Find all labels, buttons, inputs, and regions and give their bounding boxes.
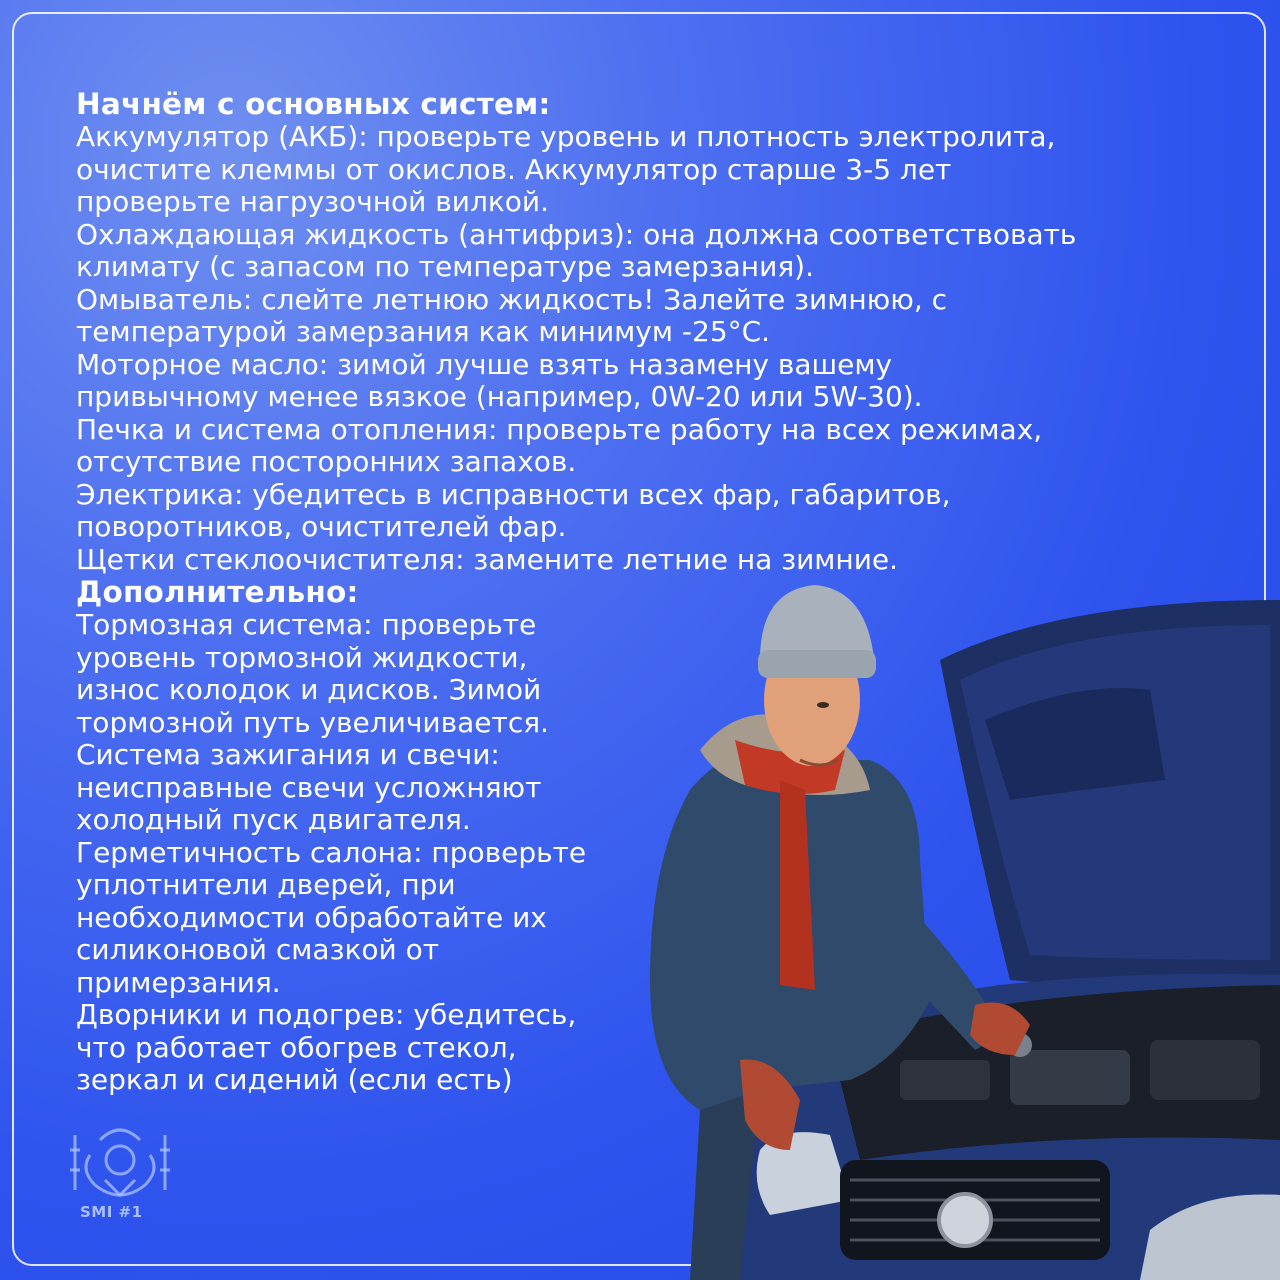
body-line: Охлаждающая жидкость (антифриз): она должна соответствовать [76, 217, 1077, 251]
body-line: неисправные свечи усложняют [76, 770, 542, 804]
body-line: Омыватель: слейте летнюю жидкость! Залейте зимнюю, с [76, 282, 948, 316]
body-line: холодный пуск двигателя. [76, 803, 471, 836]
body-line: уплотнители дверей, при [76, 868, 456, 901]
body-line: Система зажигания и свечи: [76, 738, 500, 771]
body-line: Дворники и подогрев: убедитесь, [76, 998, 577, 1031]
body-line: примерзания. [76, 965, 281, 999]
car-badge-icon [939, 1194, 991, 1246]
body-line: зеркал и сидений (если есть) [76, 1063, 513, 1096]
logo-text: SMI #1 [80, 1203, 143, 1221]
body-line: климату (с запасом по температуре замерзания). [76, 250, 814, 283]
body-line: очистите клеммы от окислов. Аккумулятор старше 3-5 лет [76, 152, 952, 186]
section-heading-additional: Дополнительно: [76, 575, 359, 609]
body-line: тормозной путь увеличивается. [76, 705, 549, 739]
body-line: Щетки стеклоочистителя: замените летние на зимние. [76, 542, 899, 576]
body-line: поворотников, очистителей фар. [76, 510, 567, 543]
body-line: Аккумулятор (АКБ): проверьте уровень и плотность электролита, [76, 120, 1056, 153]
body-line: силиконовой смазкой от [76, 933, 440, 966]
body-line: износ колодок и дисков. Зимой [76, 673, 542, 706]
body-line: необходимости обработайте их [76, 900, 547, 934]
body-line: Тормозная система: проверьте [76, 608, 537, 641]
body-line: уровень тормозной жидкости, [76, 640, 528, 674]
section-heading-main-systems: Начнём с основных систем: [76, 87, 551, 121]
body-line: Моторное масло: зимой лучше взять назамену вашему [76, 347, 893, 381]
body-line: температурой замерзания как минимум -25°C. [76, 315, 771, 348]
body-line: проверьте нагрузочной вилкой. [76, 185, 550, 218]
body-line: Герметичность салона: проверьте [76, 835, 587, 869]
body-line: привычному менее вязкое (например, 0W-20 или 5W-30). [76, 380, 923, 413]
body-line: что работает обогрев стекол, [76, 1030, 517, 1064]
body-line: Электрика: убедитесь в исправности всех фар, габаритов, [76, 477, 951, 511]
main-text-block [76, 88, 1186, 1097]
body-line: Печка и система отопления: проверьте работу на всех режимах, [76, 412, 1043, 446]
body-line: отсутствие посторонних запахов. [76, 445, 577, 478]
